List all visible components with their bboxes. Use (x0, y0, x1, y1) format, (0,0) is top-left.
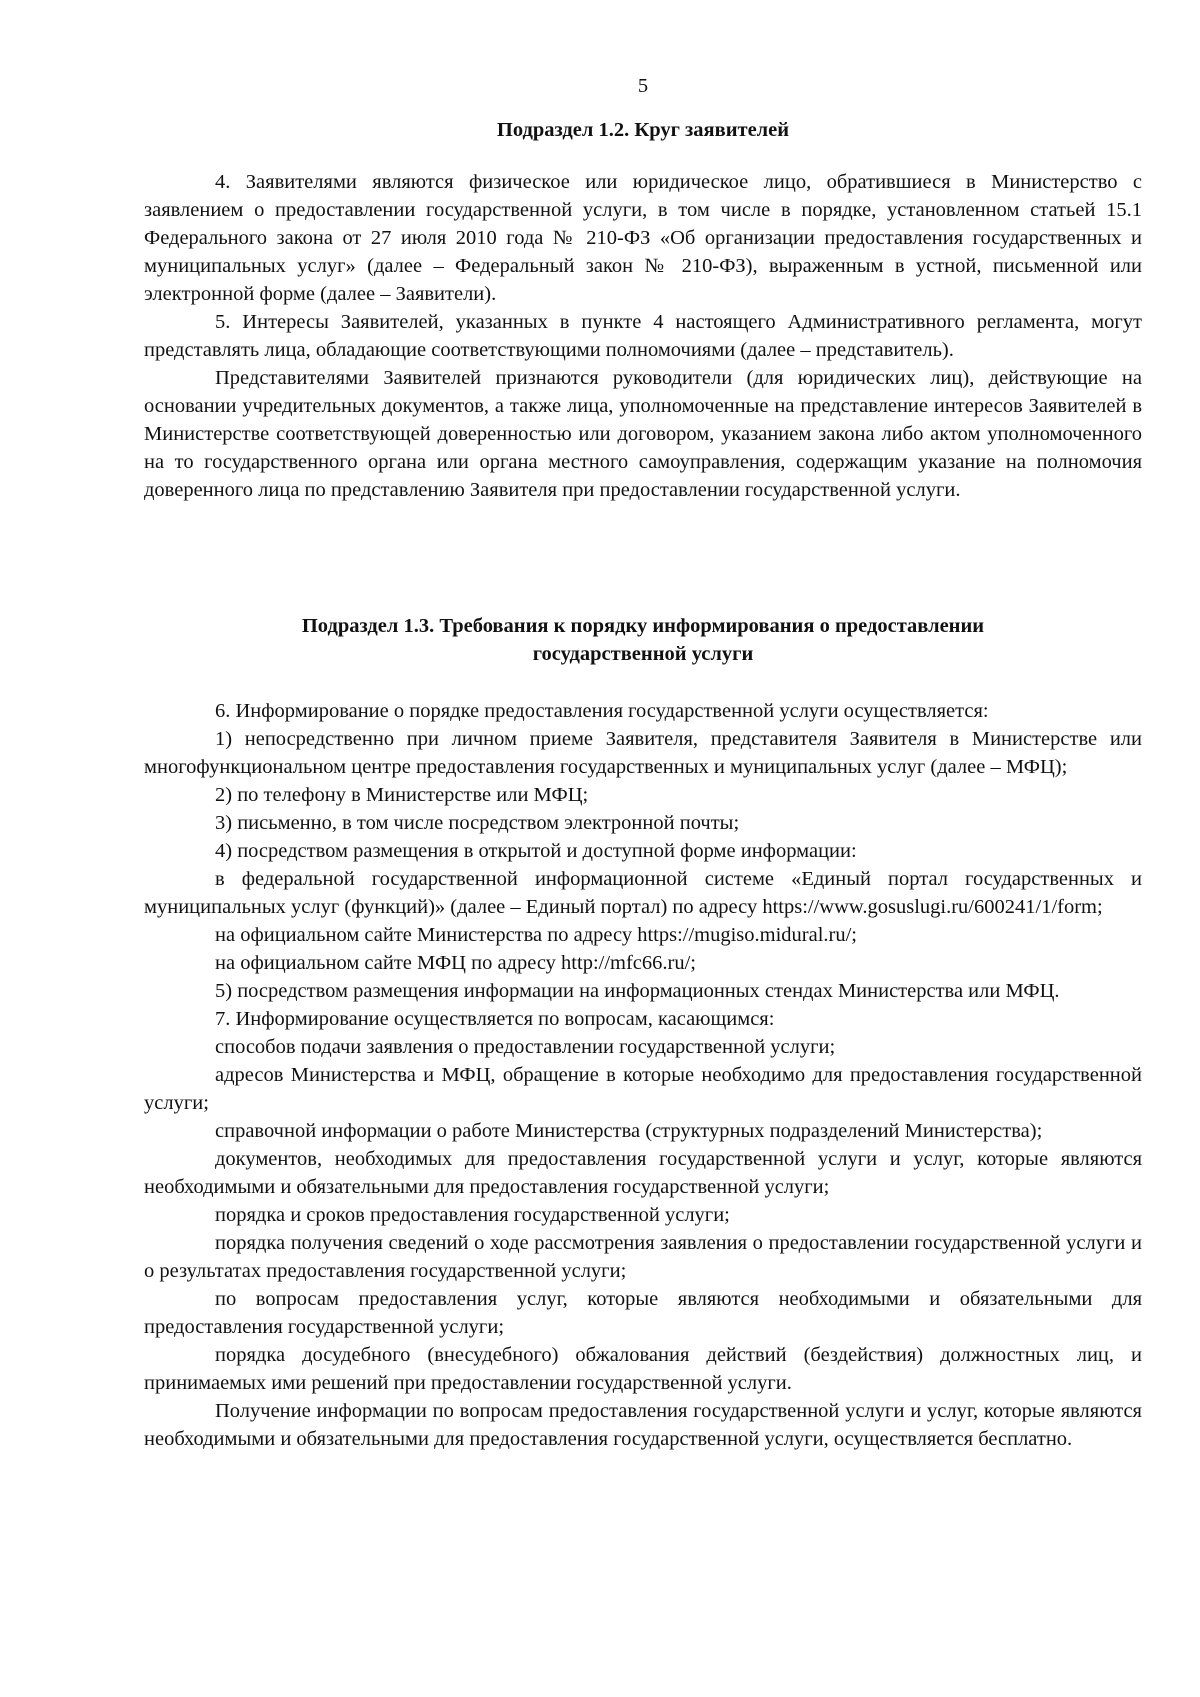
paragraph: на официальном сайте Министерства по адресу https://mugiso.midural.ru/; (215, 924, 858, 946)
paragraph: по вопросам предоставления услуг, которые являются необходимыми и обязательными для предоставления государственной услуги; (144, 1288, 1142, 1338)
paragraph: в федеральной государственной информационной системе «Единый портал государственных и муниципальных услуг (функций)» (далее – Единый портал) по адресу https://www.gosuslugi.ru/600241/1/form; (144, 868, 1142, 918)
paragraph: документов, необходимых для предоставления государственной услуги и услуг, которые являются необходимыми и обязательными для предоставления государственной услуги; (144, 1148, 1142, 1198)
paragraph: на официальном сайте МФЦ по адресу http://mfc66.ru/; (215, 952, 696, 974)
paragraph: 1) непосредственно при личном приеме Заявителя, представителя Заявителя в Министерстве или многофункциональном центре предоставления государственных и муниципальных услуг (далее – МФЦ); (144, 728, 1142, 778)
paragraph: 5) посредством размещения информации на информационных стендах Министерства или МФЦ. (215, 980, 1060, 1002)
section-heading-1-2: Подраздел 1.2. Круг заявителей (496, 119, 790, 141)
section-body-1-3 (144, 697, 1142, 1453)
paragraph: порядка получения сведений о ходе рассмотрения заявления о предоставлении государственной услуги и о результатах предоставления государственной услуги; (144, 1232, 1142, 1282)
paragraph: 2) по телефону в Министерстве или МФЦ; (215, 784, 589, 806)
paragraph: 3) письменно, в том числе посредством электронной почты; (215, 812, 740, 834)
paragraph: 7. Информирование осуществляется по вопросам, касающимся: (215, 1008, 775, 1030)
paragraph: 4) посредством размещения в открытой и доступной форме информации: (215, 840, 857, 862)
page-number: 5 (637, 75, 649, 97)
paragraph: порядка досудебного (внесудебного) обжалования действий (бездействия) должностных лиц, и принимаемых ими решений при предоставлении государственной услуги. (144, 1344, 1142, 1394)
paragraph: справочной информации о работе Министерства (структурных подразделений Министерства); (215, 1120, 1043, 1142)
section-body-1-2 (144, 168, 1142, 504)
paragraph: порядка и сроков предоставления государственной услуги; (215, 1204, 730, 1226)
paragraph: 4. Заявителями являются физическое или юридическое лицо, обратившиеся в Министерство с заявлением о предоставлении государственной услуги, в том числе в порядке, установленном статьей 15.1 Федерального закона от 27 июля 2010 года № 210-ФЗ «Об организации предоставления государственных и муниципальных услуг» (далее – Федеральный закон № 210-ФЗ), выраженным в устной, письменной или электронной форме (далее – Заявители). (144, 171, 1142, 305)
paragraph: адресов Министерства и МФЦ, обращение в которые необходимо для предоставления государственной услуги; (144, 1064, 1142, 1114)
section-heading-line: государственной услуги (532, 643, 754, 665)
paragraph: Представителями Заявителей признаются руководители (для юридических лиц), действующие на основании учредительных документов, а также лица, уполномоченные на представление интересов Заявителей в Министерстве соответствующей доверенностью или договором, указанием закона либо актом уполномоченного на то государственного органа или органа местного самоуправления, содержащим указание на полномочия доверенного лица по представлению Заявителя при предоставлении государственной услуги. (144, 367, 1142, 501)
section-heading-1-3 (144, 612, 1142, 668)
paragraph: Получение информации по вопросам предоставления государственной услуги и услуг, которые являются необходимыми и обязательными для предоставления государственной услуги, осуществляется бесплатно. (144, 1400, 1142, 1450)
paragraph: способов подачи заявления о предоставлении государственной услуги; (215, 1036, 836, 1058)
section-heading-line: Подраздел 1.3. Требования к порядку информирования о предоставлении (301, 615, 985, 637)
paragraph: 5. Интересы Заявителей, указанных в пункте 4 настоящего Административного регламента, могут представлять лица, обладающие соответствующими полномочиями (далее – представитель). (144, 311, 1142, 361)
paragraph: 6. Информирование о порядке предоставления государственной услуги осуществляется: (215, 700, 989, 722)
